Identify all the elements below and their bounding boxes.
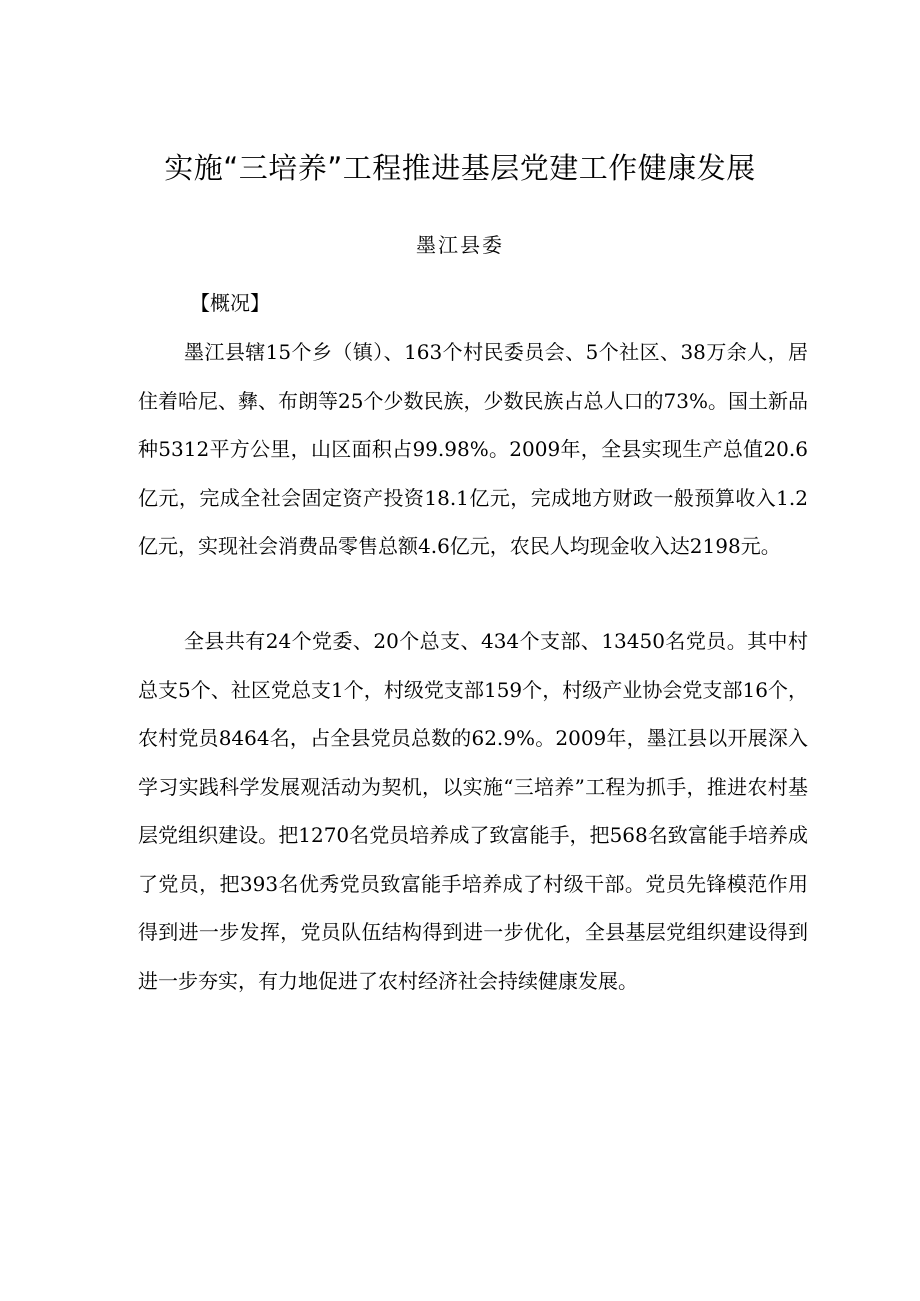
document-author: 墨江县委	[416, 233, 504, 257]
body-paragraph-overview: 墨江县辖15个乡（镇）、163个村民委员会、5个社区、38万余人，居住着哈尼、彝、布朗等25个少数民族，少数民族占总人口的73%。国土新品种5312平方公里，山区面积占99.98%。2009年，全县实现生产总值20.6亿元，完成全社会固定资产投资18.1亿元，完成地方财政一般预算收入1.2亿元，实现社会消费品零售总额4.6亿元，农民人均现金收入达2198元。	[138, 340, 808, 558]
document-title: 实施“三培养”工程推进基层党建工作健康发展	[164, 151, 756, 185]
body-paragraph-party-organization: 全县共有24个党委、20个总支、434个支部、13450名党员。其中村总支5个、社区党总支1个，村级党支部159个，村级产业协会党支部16个，农村党员8464名，占全县党员总数的62.9%。2009年，墨江县以开展深入学习实践科学发展观活动为契机，以实施“三培养”工程为抓手，推进农村基层党组织建设。把1270名党员培养成了致富能手，把568名致富能手培养成了党员，把393名优秀党员致富能手培养成了村级干部。党员先锋模范作用得到进一步发挥，党员队伍结构得到进一步优化，全县基层党组织建设得到进一步夯实，有力地促进了农村经济社会持续健康发展。	[138, 629, 808, 993]
section-heading: 【概况】	[190, 291, 270, 315]
